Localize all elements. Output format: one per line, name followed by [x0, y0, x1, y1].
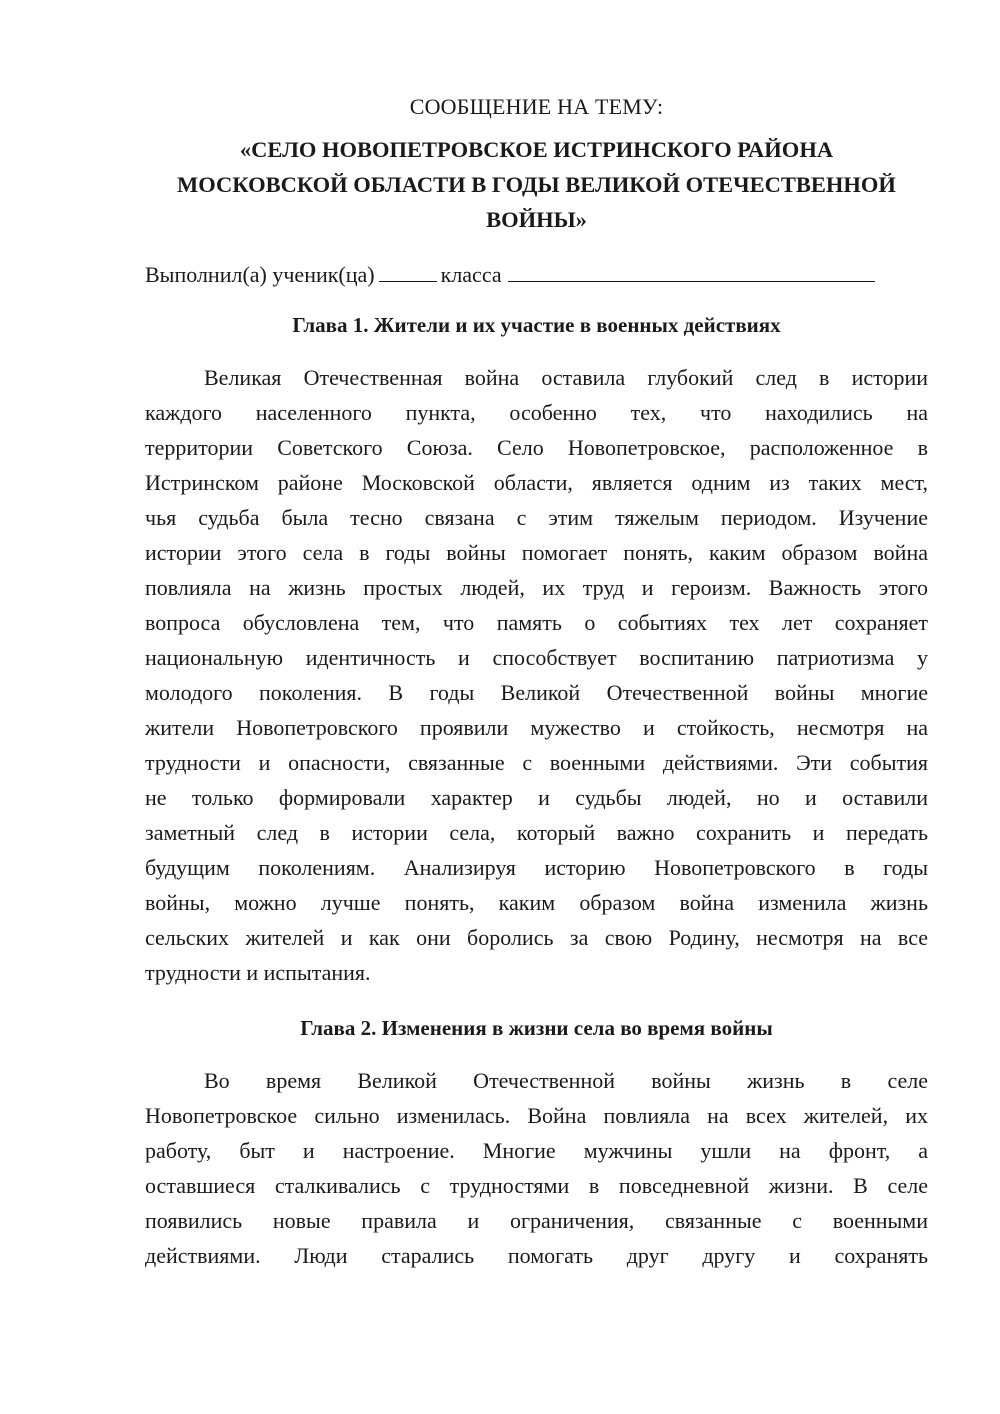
- paragraph-line: Во время Великой Отечественной войны жизнь в селе: [204, 1068, 928, 1093]
- document-title-line: МОСКОВСКОЙ ОБЛАСТИ В ГОДЫ ВЕЛИКОЙ ОТЕЧЕСТВЕННОЙ: [177, 172, 896, 197]
- paragraph-line: не только формировали характер и судьбы людей, но и оставили: [145, 785, 928, 810]
- paragraph-line: каждого населенного пункта, особенно тех, что находились на: [145, 400, 928, 425]
- document-title-line: «СЕЛО НОВОПЕТРОВСКОЕ ИСТРИНСКОГО РАЙОНА: [239, 137, 834, 162]
- paragraph-line: Новопетровское сильно изменилась. Война повлияла на всех жителей, их: [145, 1103, 928, 1128]
- paragraph-line: сельских жителей и как они боролись за свою Родину, несмотря на все: [145, 925, 928, 950]
- paragraph-line: появились новые правила и ограничения, связанные с военными: [145, 1208, 928, 1233]
- chapter-2-paragraph: [145, 1063, 928, 1273]
- class-number-blank: [379, 261, 437, 282]
- paragraph-line: Великая Отечественная война оставила глубокий след в истории: [204, 365, 928, 390]
- document-page: [145, 92, 928, 1296]
- paragraph-line: вопроса обусловлена тем, что память о событиях тех лет сохраняет: [145, 610, 928, 635]
- chapter-1-heading: Глава 1. Жители и их участие в военных действиях: [292, 313, 781, 337]
- paragraph-line: чья судьба была тесно связана с этим тяжелым периодом. Изучение: [145, 505, 928, 530]
- paragraph-line: повлияла на жизнь простых людей, их труд и героизм. Важность этого: [145, 575, 928, 600]
- paragraph-line: работу, быт и настроение. Многие мужчины ушли на фронт, а: [145, 1138, 928, 1163]
- author-prefix: Выполнил(а) ученик(ца): [145, 262, 375, 287]
- chapter-2-heading: Глава 2. Изменения в жизни села во время войны: [300, 1016, 773, 1040]
- document-title-line: ВОЙНЫ»: [486, 207, 587, 232]
- document-type-heading: СООБЩЕНИЕ НА ТЕМУ:: [409, 94, 664, 119]
- paragraph-line: оставшиеся сталкивались с трудностями в повседневной жизни. В селе: [145, 1173, 928, 1198]
- paragraph-line: трудности и опасности, связанные с военными действиями. Эти события: [145, 750, 928, 775]
- author-line: [145, 260, 928, 290]
- paragraph-line: жители Новопетровского проявили мужество и стойкость, несмотря на: [145, 715, 928, 740]
- paragraph-line: территории Советского Союза. Село Новопетровское, расположенное в: [145, 435, 928, 460]
- paragraph-line: действиями. Люди старались помогать друг другу и сохранять: [145, 1243, 928, 1268]
- class-label: класса: [440, 262, 502, 287]
- paragraph-line: будущим поколениям. Анализируя историю Новопетровского в годы: [145, 855, 928, 880]
- paragraph-line: истории этого села в годы войны помогает понять, каким образом война: [145, 540, 928, 565]
- paragraph-line: трудности и испытания.: [145, 960, 371, 985]
- paragraph-line: молодого поколения. В годы Великой Отечественной войны многие: [145, 680, 928, 705]
- paragraph-line: Истринском районе Московской области, является одним из таких мест,: [145, 470, 928, 495]
- paragraph-line: заметный след в истории села, который важно сохранить и передать: [145, 820, 928, 845]
- chapter-1-paragraph: [145, 360, 928, 990]
- student-name-blank: [508, 261, 875, 282]
- paragraph-line: войны, можно лучше понять, каким образом война изменила жизнь: [145, 890, 928, 915]
- document-title: [145, 132, 928, 237]
- paragraph-line: национальную идентичность и способствует воспитанию патриотизма у: [145, 645, 928, 670]
